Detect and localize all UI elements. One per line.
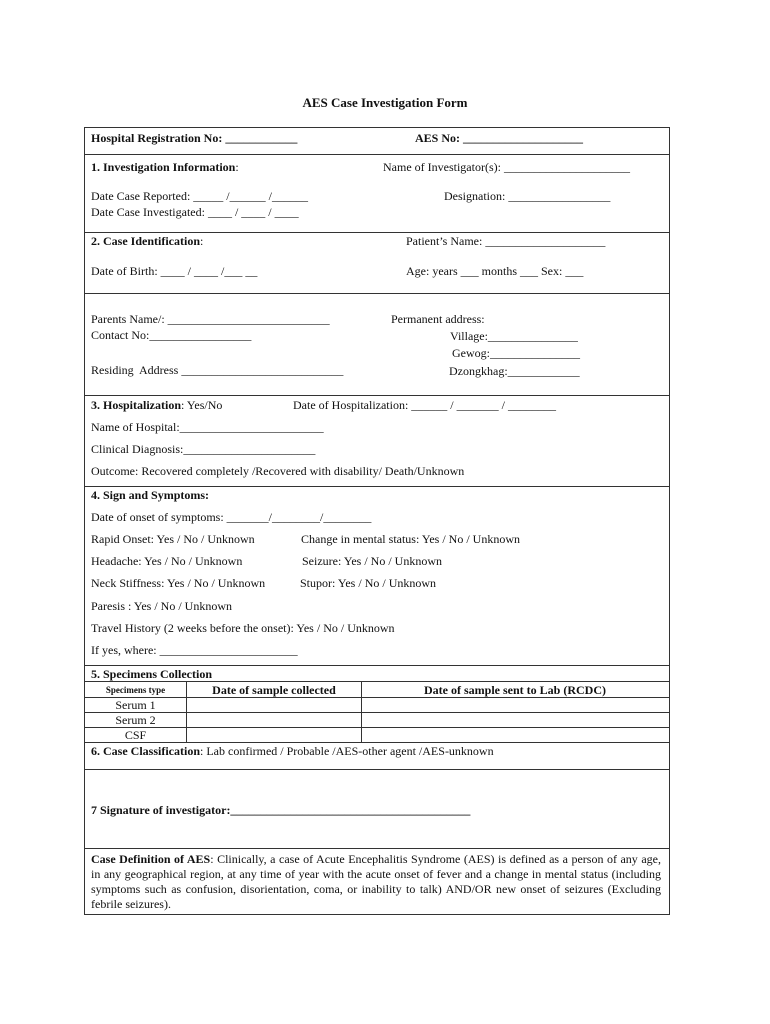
date-sent-header: Date of sample sent to Lab (RCDC)	[424, 683, 606, 697]
stupor-field[interactable]: Stupor: Yes / No / Unknown	[300, 576, 437, 590]
form-title: AES Case Investigation Form	[302, 95, 468, 110]
date-of-birth-field[interactable]: Date of Birth: ____ / ____ /___ __	[91, 264, 258, 278]
serum1-collected-cell[interactable]	[187, 698, 360, 711]
contact-number-field[interactable]: Contact No:_________________	[91, 328, 252, 342]
divider	[84, 293, 669, 294]
age-sex-field[interactable]: Age: years ___ months ___ Sex: ___	[406, 264, 584, 278]
headache-field[interactable]: Headache: Yes / No / Unknown	[91, 554, 243, 568]
seizure-field[interactable]: Seizure: Yes / No / Unknown	[302, 554, 442, 568]
specimen-row-label: CSF	[124, 728, 147, 742]
patient-name-field[interactable]: Patient’s Name: ____________________	[406, 234, 606, 248]
table-top-border	[84, 681, 669, 682]
travel-location-field[interactable]: If yes, where: _______________________	[91, 643, 298, 657]
divider	[84, 486, 669, 487]
date-reported-field[interactable]: Date Case Reported: _____ /______ /______	[91, 189, 308, 203]
hospital-name-field[interactable]: Name of Hospital:________________________	[91, 420, 324, 434]
csf-collected-cell[interactable]	[187, 728, 360, 741]
serum2-collected-cell[interactable]	[187, 713, 360, 726]
case-definition-label: Case Definition of AES	[91, 852, 211, 866]
serum2-sent-cell[interactable]	[362, 713, 667, 726]
case-definition	[91, 852, 661, 912]
designation-field[interactable]: Designation: _________________	[444, 189, 611, 203]
residing-address-field[interactable]: Residing Address ___________________________	[91, 363, 344, 377]
csf-sent-cell[interactable]	[362, 728, 667, 741]
mental-status-field[interactable]: Change in mental status: Yes / No / Unknown	[301, 532, 520, 546]
clinical-diagnosis-field[interactable]: Clinical Diagnosis:______________________	[91, 442, 316, 456]
neck-stiffness-field[interactable]: Neck Stiffness: Yes / No / Unknown	[91, 576, 266, 590]
specimen-row-label: Serum 2	[115, 713, 156, 727]
section-4-heading: 4. Sign and Symptoms:	[91, 488, 210, 502]
section-1-heading: 1. Investigation Information:	[91, 160, 239, 174]
divider	[84, 848, 669, 849]
divider	[84, 232, 669, 233]
divider	[84, 769, 669, 770]
hospital-registration-field[interactable]: Hospital Registration No: ____________	[91, 131, 298, 145]
case-definition-text: : Clinically, a case of Acute Encephalitis Syndrome (AES) is defined as a person of any age, in any geographical region, at any time of year with the acute onset of fever and a change in mental status (including symptoms such as confusion, disorientation, coma, or inability to talk) AND/OR new onset of seizures (Excluding febrile seizures).	[91, 852, 661, 911]
divider	[84, 154, 669, 155]
dzongkhag-field[interactable]: Dzongkhag:____________	[449, 364, 580, 378]
divider	[84, 665, 669, 666]
signature-field[interactable]: 7 Signature of investigator:________________________________________	[91, 803, 471, 817]
village-field[interactable]: Village:_______________	[450, 329, 578, 343]
section-3-heading: 3. Hospitalization: Yes/No	[91, 398, 223, 412]
divider	[84, 395, 669, 396]
outcome-field[interactable]: Outcome: Recovered completely /Recovered with disability/ Death/Unknown	[91, 464, 465, 478]
aes-number-field[interactable]: AES No: ____________________	[415, 131, 584, 145]
rapid-onset-field[interactable]: Rapid Onset: Yes / No / Unknown	[91, 532, 255, 546]
divider	[84, 742, 669, 743]
case-classification-field[interactable]: 6. Case Classification: Lab confirmed / Probable /AES-other agent /AES-unknown	[91, 744, 494, 758]
specimen-row-label: Serum 1	[115, 698, 156, 712]
gewog-field[interactable]: Gewog:_______________	[452, 346, 580, 360]
onset-date-field[interactable]: Date of onset of symptoms: _______/________/________	[91, 510, 372, 524]
section-2-heading: 2. Case Identification:	[91, 234, 204, 248]
date-of-hospitalization-field[interactable]: Date of Hospitalization: ______ / _______ / ________	[293, 398, 556, 412]
date-collected-header: Date of sample collected	[212, 683, 336, 697]
parents-name-field[interactable]: Parents Name/: ___________________________	[91, 312, 330, 326]
paresis-field[interactable]: Paresis : Yes / No / Unknown	[91, 599, 233, 613]
section-5-heading: 5. Specimens Collection	[91, 667, 212, 681]
date-investigated-field[interactable]: Date Case Investigated: ____ / ____ / ____	[91, 205, 299, 219]
investigator-name-field[interactable]: Name of Investigator(s): _____________________	[383, 160, 630, 174]
permanent-address-label: Permanent address:	[391, 312, 485, 326]
serum1-sent-cell[interactable]	[362, 698, 667, 711]
travel-history-field[interactable]: Travel History (2 weeks before the onset): Yes / No / Unknown	[91, 621, 395, 635]
specimen-type-header: Specimens type	[105, 685, 166, 695]
